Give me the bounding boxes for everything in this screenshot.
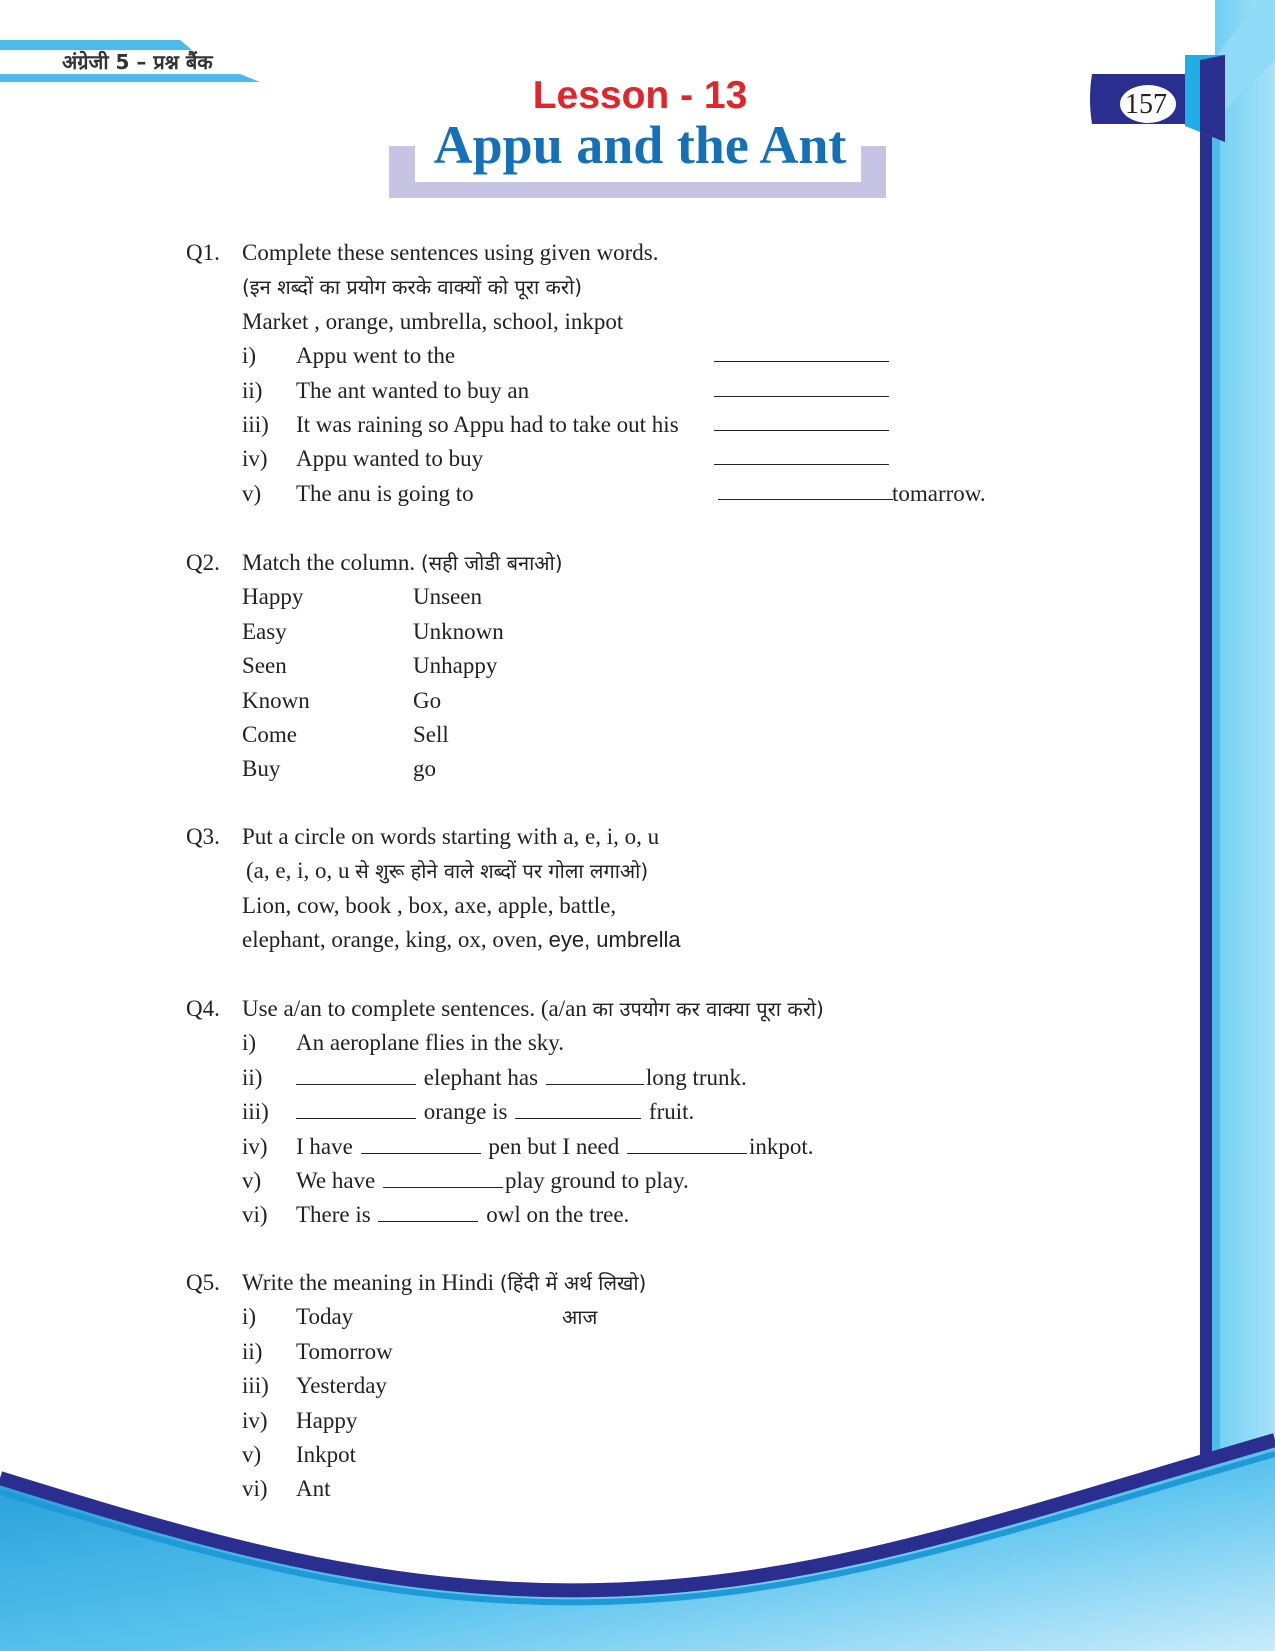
- q3-hindi-suffix: से शुरू होने वाले शब्दों पर गोला लगाओ): [355, 859, 649, 884]
- answer-blank[interactable]: [361, 1131, 481, 1154]
- q1-word-list: Market , orange, umbrella, school, inkpot: [242, 308, 624, 334]
- q4-hindi-suffix: का उपयोग कर वाक्या पूरा करो): [592, 997, 824, 1021]
- q1-item: [186, 408, 1006, 442]
- item-text: owl on the tree.: [486, 1202, 630, 1228]
- q1-hindi: (इन शब्दों का प्रयोग करके वाक्यों को पूरा करो): [242, 275, 583, 300]
- match-row: [186, 649, 886, 683]
- q5-item: [186, 1335, 886, 1369]
- lesson-title: Appu and the Ant: [433, 115, 847, 175]
- q5-title: Write the meaning in Hindi: [242, 1270, 495, 1295]
- q5-hindi: (हिंदी में अर्थ लिखो): [499, 1271, 647, 1295]
- q4-item: [186, 1198, 946, 1232]
- answer-blank[interactable]: [378, 1199, 478, 1222]
- match-right: Unseen: [413, 584, 482, 610]
- item-number: v): [242, 1441, 262, 1467]
- item-number: iv): [242, 1133, 268, 1159]
- q5-item: [186, 1472, 886, 1506]
- item-word: Today: [296, 1304, 354, 1330]
- q1-item: [186, 339, 1006, 373]
- match-row: [186, 684, 886, 718]
- item-number: i): [242, 1304, 257, 1330]
- match-right: Go: [413, 687, 442, 713]
- question-4: [186, 992, 946, 1233]
- question-2: [186, 546, 886, 787]
- q4-item: [186, 1130, 946, 1164]
- q2-number: Q2.: [186, 550, 220, 575]
- q3-word-line-1: Lion, cow, book , box, axe, apple, battle,: [242, 892, 617, 918]
- answer-blank[interactable]: [714, 442, 889, 465]
- question-3: [186, 820, 886, 958]
- match-left: Buy: [242, 756, 281, 782]
- match-left: Easy: [242, 618, 287, 644]
- q5-item: [186, 1438, 886, 1472]
- item-text: Appu went to the: [296, 343, 456, 369]
- book-label: अंग्रेजी 5 – प्रश्न बैंक: [62, 50, 213, 74]
- item-number: v): [242, 480, 262, 506]
- item-text: fruit.: [648, 1099, 695, 1125]
- item-number: v): [242, 1167, 262, 1193]
- answer-blank[interactable]: [296, 1062, 416, 1085]
- item-text: The anu is going to: [296, 480, 474, 506]
- q4-hindi-prefix: (a/an: [540, 996, 587, 1021]
- answer-blank[interactable]: [515, 1096, 641, 1119]
- item-text: long trunk.: [645, 1064, 747, 1090]
- question-1: [186, 236, 1006, 511]
- item-word: Yesterday: [296, 1373, 387, 1399]
- item-text: inkpot.: [749, 1133, 814, 1159]
- q4-title: Use a/an to complete sentences.: [242, 996, 536, 1021]
- match-row: [186, 752, 886, 786]
- match-right: Sell: [413, 721, 449, 747]
- answer-blank[interactable]: [627, 1131, 747, 1154]
- item-text: play ground to play.: [505, 1167, 689, 1193]
- answer-blank[interactable]: [296, 1096, 416, 1119]
- item-number: iv): [242, 1407, 268, 1433]
- item-text: elephant has: [423, 1064, 539, 1090]
- q3-title: Put a circle on words starting with a, e, i, o, u: [242, 824, 660, 849]
- item-number: vi): [242, 1202, 268, 1228]
- item-word: Happy: [296, 1407, 358, 1433]
- item-number: ii): [242, 1064, 263, 1090]
- match-left: Happy: [242, 584, 304, 610]
- item-word: Ant: [296, 1476, 331, 1502]
- hindi-meaning: आज: [562, 1305, 598, 1330]
- q3-hindi-prefix: (a, e, i, o, u: [246, 858, 350, 884]
- q4-item: [186, 1164, 946, 1198]
- item-number: i): [242, 1030, 257, 1056]
- item-number: iii): [242, 1373, 269, 1399]
- answer-blank[interactable]: [546, 1062, 644, 1085]
- answer-blank[interactable]: [714, 339, 889, 362]
- q5-item: [186, 1300, 886, 1334]
- match-left: Seen: [242, 653, 287, 679]
- item-text: Appu wanted to buy: [296, 446, 484, 472]
- q1-item: [186, 442, 1006, 476]
- q5-number: Q5.: [186, 1270, 220, 1295]
- item-text: orange is: [423, 1099, 508, 1125]
- q5-item: [186, 1404, 886, 1438]
- match-right: Unknown: [413, 618, 504, 644]
- item-text-after: tomarrow.: [892, 480, 986, 506]
- match-row: [186, 580, 886, 614]
- item-number: vi): [242, 1476, 268, 1502]
- item-number: iv): [242, 446, 268, 472]
- item-text: We have: [296, 1167, 376, 1193]
- item-text: There is: [296, 1202, 371, 1228]
- q4-item: [186, 1026, 946, 1060]
- item-word: Tomorrow: [296, 1338, 393, 1364]
- match-left: Known: [242, 687, 310, 713]
- item-number: ii): [242, 377, 263, 403]
- item-number: iii): [242, 411, 269, 437]
- item-word: Inkpot: [296, 1441, 357, 1467]
- item-text: The ant wanted to buy an: [296, 377, 530, 403]
- q1-item: [186, 374, 1006, 408]
- item-text: An aeroplane flies in the sky.: [296, 1030, 565, 1056]
- item-number: ii): [242, 1338, 263, 1364]
- q3-number: Q3.: [186, 824, 220, 849]
- q1-item: [186, 477, 1006, 511]
- match-right: Unhappy: [413, 653, 498, 679]
- q5-item: [186, 1369, 886, 1403]
- item-text: I have: [296, 1133, 353, 1159]
- match-right: go: [413, 756, 436, 782]
- q4-item: [186, 1095, 946, 1129]
- match-left: Come: [242, 721, 297, 747]
- match-row: [186, 718, 886, 752]
- q3-word-line-2: elephant, orange, king, ox, oven,: [242, 927, 543, 953]
- q3-word-line-2-end: eye, umbrella: [548, 927, 681, 953]
- answer-blank[interactable]: [714, 408, 889, 431]
- lesson-label: Lesson - 13: [532, 74, 748, 117]
- question-5: [186, 1266, 886, 1507]
- q1-title: Complete these sentences using given words.: [242, 240, 659, 265]
- answer-blank[interactable]: [383, 1165, 503, 1188]
- q2-title: Match the column.: [242, 550, 416, 575]
- match-row: [186, 615, 886, 649]
- q4-item: [186, 1061, 946, 1095]
- q2-hindi: (सही जोडी बनाओ): [420, 551, 563, 575]
- item-number: iii): [242, 1099, 269, 1125]
- item-text: pen but I need: [488, 1133, 620, 1159]
- answer-blank[interactable]: [718, 477, 893, 500]
- q4-number: Q4.: [186, 996, 220, 1021]
- item-number: i): [242, 343, 257, 369]
- page-number: 157: [1125, 89, 1167, 120]
- item-text: It was raining so Appu had to take out his: [296, 411, 679, 437]
- answer-blank[interactable]: [714, 374, 889, 397]
- q1-number: Q1.: [186, 240, 220, 265]
